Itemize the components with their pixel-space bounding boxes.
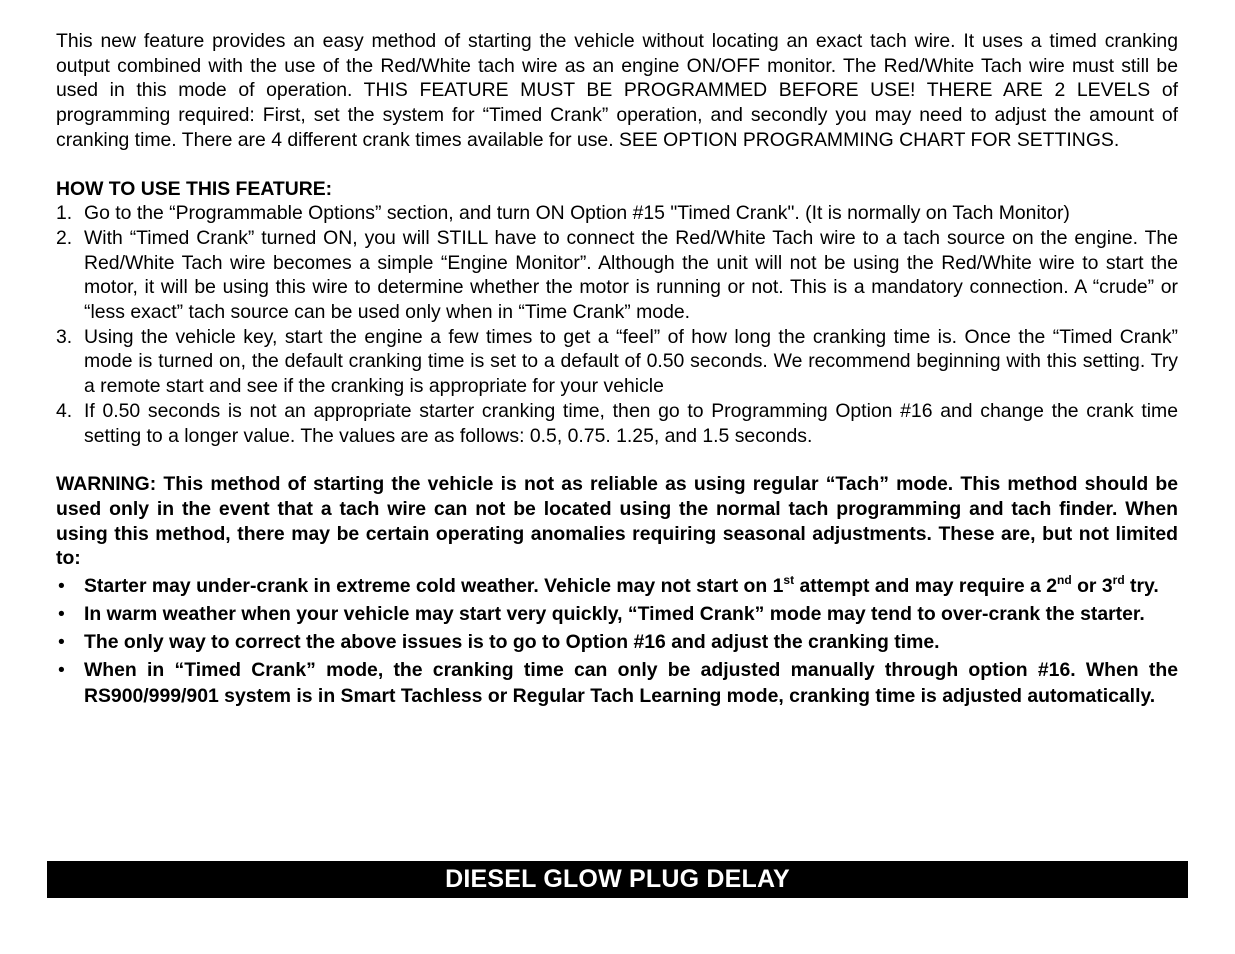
warning-bullets [56, 573, 1178, 709]
ordinal-suffix: st [783, 573, 795, 588]
bullet-item [56, 573, 1178, 599]
bullet-text: In warm weather when your vehicle may start very quickly, “Timed Crank” mode may tend to over-crank the starter. [84, 603, 1145, 626]
bullet-dot-icon: • [58, 575, 65, 598]
step-number: 3. [56, 325, 73, 348]
intro-paragraph: This new feature provides an easy method of starting the vehicle without locating an exact tach wire. It uses a timed cranking output combined with the use of the Red/White tach wire as an engine ON/OFF monitor. The Red/White Tach wire must still be used in this mode of operation. THIS FEATURE MUST BE PROGRAMMED BEFORE USE! THERE ARE 2 LEVELS of programming required: First, set the system for “Timed Crank” operation, and secondly you may need to adjust the amount of cranking time. There are 4 different crank times available for use. SEE OPTION PROGRAMMING CHART FOR SETTINGS. [56, 30, 1178, 151]
bullet-item [56, 601, 1178, 627]
bullet-dot-icon: • [58, 603, 65, 626]
step-text: Using the vehicle key, start the engine a few times to get a “feel” of how long the cranking time is. Once the “Timed Crank” mode is turned on, the default cranking time is set to a default of 0.50 seconds. We recommend beginning with this setting. Try a remote start and see if the cranking is appropriate for your vehicle [84, 325, 1178, 398]
step-number: 4. [56, 399, 73, 422]
ordinal-suffix: rd [1112, 573, 1125, 588]
step-item [56, 201, 1178, 226]
bullet-dot-icon: • [58, 659, 65, 682]
bullet-dot-icon: • [58, 631, 65, 654]
step-number: 2. [56, 226, 73, 249]
bullet-text: The only way to correct the above issues is to go to Option #16 and adjust the cranking time. [84, 631, 940, 654]
bullet-text-part: or 3 [1071, 575, 1113, 598]
step-item [56, 325, 1178, 399]
step-text: If 0.50 seconds is not an appropriate starter cranking time, then go to Programming Option #16 and change the crank time setting to a longer value. The values are as follows: 0.5, 0.75. 1.25, and 1.5 seconds. [84, 399, 1178, 447]
warning-paragraph: WARNING: This method of starting the vehicle is not as reliable as using regular “Tach” mode. This method should be used only in the event that a tach wire can not be located using the normal tach programming and tach finder. When using this method, there may be certain operating anomalies requiring seasonal adjustments. These are, but not limited to: [56, 473, 1178, 570]
step-text: Go to the “Programmable Options” section, and turn ON Option #15 "Timed Crank". (It is normally on Tach Monitor) [84, 202, 1070, 225]
bullet-text-part: Starter may under-crank in extreme cold weather. Vehicle may not start on 1 [84, 575, 784, 598]
bullet-text: When in “Timed Crank” mode, the cranking time can only be adjusted manually through option #16. When the RS900/999/901 system is in Smart Tachless or Regular Tach Learning mode, cranking time is adjusted automatically. [84, 659, 1178, 708]
section-header-bar [47, 861, 1188, 898]
section-title: DIESEL GLOW PLUG DELAY [445, 865, 790, 893]
howto-steps [56, 201, 1178, 448]
step-item [56, 226, 1178, 325]
step-item [56, 399, 1178, 448]
ordinal-suffix: nd [1057, 573, 1072, 588]
howto-heading: HOW TO USE THIS FEATURE: [56, 177, 333, 200]
bullet-text-part: try. [1124, 575, 1159, 598]
bullet-item [56, 657, 1178, 709]
bullet-text-part: attempt and may require a 2 [794, 575, 1058, 598]
step-text: With “Timed Crank” turned ON, you will STILL have to connect the Red/White Tach wire to a tach source on the engine. The Red/White Tach wire becomes a simple “Engine Monitor”. Although the unit will not be using the Red/White wire to start the motor, it will be using this wire to determine whether the motor is running or not. This is a mandatory connection. A “crude” or “less exact” tach source can be used only when in “Time Crank” mode. [84, 226, 1178, 324]
step-number: 1. [56, 202, 73, 225]
document-body [56, 29, 1178, 709]
bullet-item [56, 629, 1178, 655]
